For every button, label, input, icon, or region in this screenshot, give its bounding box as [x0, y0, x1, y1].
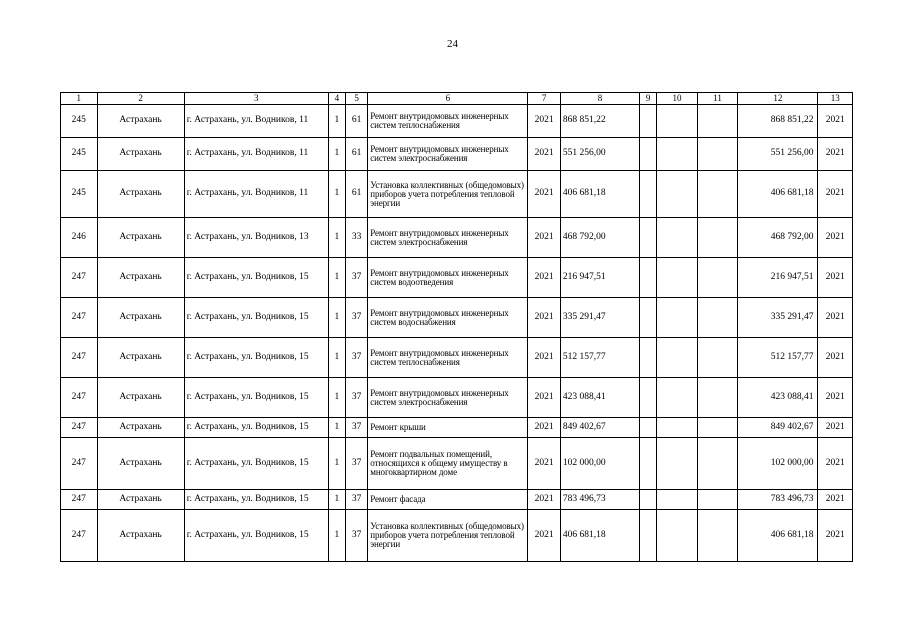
cell-year-end: 2021 [818, 258, 853, 298]
cell-col11 [697, 418, 738, 438]
cell-total: 868 851,22 [738, 105, 818, 138]
cell-year-end: 2021 [818, 510, 853, 562]
cell-municipality: Астрахань [97, 138, 184, 171]
cell-address: г. Астрахань, ул. Водников, 15 [184, 490, 328, 510]
table-row [61, 378, 853, 418]
cell-cost: 423 088,41 [560, 378, 639, 418]
cell-col5: 61 [345, 138, 367, 171]
cell-municipality: Астрахань [97, 218, 184, 258]
cell-col11 [697, 490, 738, 510]
cell-work-type: Ремонт внутридомовых инженерных систем электроснабжения [368, 218, 528, 258]
cell-col11 [697, 298, 738, 338]
cell-cost: 216 947,51 [560, 258, 639, 298]
cell-col5: 61 [345, 171, 367, 218]
column-number: 12 [738, 93, 818, 105]
cell-total: 849 402,67 [738, 418, 818, 438]
cell-work-type: Установка коллективных (общедомовых) приборов учета потребления тепловой энергии [368, 171, 528, 218]
cell-municipality: Астрахань [97, 105, 184, 138]
cell-cost: 783 496,73 [560, 490, 639, 510]
cell-cost: 102 000,00 [560, 438, 639, 490]
cell-year: 2021 [528, 218, 560, 258]
cell-address: г. Астрахань, ул. Водников, 15 [184, 378, 328, 418]
cell-year: 2021 [528, 105, 560, 138]
cell-number: 247 [61, 338, 98, 378]
cell-year: 2021 [528, 438, 560, 490]
cell-col5: 37 [345, 378, 367, 418]
cell-col9 [639, 138, 656, 171]
cell-address: г. Астрахань, ул. Водников, 15 [184, 418, 328, 438]
cell-col5: 61 [345, 105, 367, 138]
cell-municipality: Астрахань [97, 258, 184, 298]
cell-col5: 33 [345, 218, 367, 258]
cell-municipality: Астрахань [97, 378, 184, 418]
cell-total: 102 000,00 [738, 438, 818, 490]
cell-address: г. Астрахань, ул. Водников, 13 [184, 218, 328, 258]
table-row [61, 338, 853, 378]
cell-col11 [697, 138, 738, 171]
cell-number: 247 [61, 298, 98, 338]
cell-col9 [639, 378, 656, 418]
column-number: 8 [560, 93, 639, 105]
cell-col9 [639, 338, 656, 378]
cell-number: 247 [61, 438, 98, 490]
cell-cost: 468 792,00 [560, 218, 639, 258]
cell-col9 [639, 510, 656, 562]
cell-cost: 406 681,18 [560, 510, 639, 562]
cell-cost: 868 851,22 [560, 105, 639, 138]
cell-work-type: Ремонт внутридомовых инженерных систем теплоснабжения [368, 338, 528, 378]
cell-municipality: Астрахань [97, 171, 184, 218]
cell-total: 216 947,51 [738, 258, 818, 298]
cell-year-end: 2021 [818, 418, 853, 438]
table-row [61, 138, 853, 171]
table-row [61, 171, 853, 218]
cell-total: 783 496,73 [738, 490, 818, 510]
cell-col10 [657, 258, 698, 298]
column-number: 2 [97, 93, 184, 105]
cell-col10 [657, 218, 698, 258]
cell-year-end: 2021 [818, 171, 853, 218]
cell-address: г. Астрахань, ул. Водников, 11 [184, 105, 328, 138]
table-row [61, 490, 853, 510]
cell-number: 247 [61, 418, 98, 438]
column-number: 10 [657, 93, 698, 105]
table-row [61, 418, 853, 438]
cell-year-end: 2021 [818, 298, 853, 338]
cell-col5: 37 [345, 338, 367, 378]
cell-cost: 335 291,47 [560, 298, 639, 338]
column-number: 9 [639, 93, 656, 105]
cell-year: 2021 [528, 138, 560, 171]
cell-address: г. Астрахань, ул. Водников, 15 [184, 298, 328, 338]
cell-work-type: Ремонт внутридомовых инженерных систем электроснабжения [368, 378, 528, 418]
cell-work-type: Ремонт внутридомовых инженерных систем водоснабжения [368, 298, 528, 338]
column-number: 11 [697, 93, 738, 105]
cell-number: 245 [61, 105, 98, 138]
cell-address: г. Астрахань, ул. Водников, 15 [184, 258, 328, 298]
cell-col4: 1 [328, 171, 345, 218]
page-number: 24 [447, 38, 458, 50]
column-number: 13 [818, 93, 853, 105]
column-number: 5 [345, 93, 367, 105]
cell-number: 247 [61, 490, 98, 510]
cell-col5: 37 [345, 298, 367, 338]
cell-col11 [697, 171, 738, 218]
cell-col4: 1 [328, 418, 345, 438]
cell-col5: 37 [345, 258, 367, 298]
cell-col10 [657, 490, 698, 510]
cell-year: 2021 [528, 258, 560, 298]
cell-col4: 1 [328, 510, 345, 562]
cell-col10 [657, 510, 698, 562]
column-number: 4 [328, 93, 345, 105]
cell-col10 [657, 105, 698, 138]
cell-col11 [697, 510, 738, 562]
cell-col4: 1 [328, 490, 345, 510]
cell-col9 [639, 418, 656, 438]
cell-year-end: 2021 [818, 105, 853, 138]
cell-number: 246 [61, 218, 98, 258]
cell-work-type: Установка коллективных (общедомовых) приборов учета потребления тепловой энергии [368, 510, 528, 562]
cell-year-end: 2021 [818, 378, 853, 418]
cell-col5: 37 [345, 438, 367, 490]
column-number: 6 [368, 93, 528, 105]
cell-cost: 406 681,18 [560, 171, 639, 218]
cell-total: 423 088,41 [738, 378, 818, 418]
column-number: 3 [184, 93, 328, 105]
cell-number: 245 [61, 171, 98, 218]
cell-work-type: Ремонт внутридомовых инженерных систем теплоснабжения [368, 105, 528, 138]
cell-col5: 37 [345, 510, 367, 562]
column-number: 7 [528, 93, 560, 105]
cell-year: 2021 [528, 378, 560, 418]
cell-year: 2021 [528, 510, 560, 562]
cell-year: 2021 [528, 171, 560, 218]
table-row [61, 218, 853, 258]
cell-col4: 1 [328, 338, 345, 378]
cell-col4: 1 [328, 218, 345, 258]
cell-work-type: Ремонт крыши [368, 418, 528, 438]
cell-total: 468 792,00 [738, 218, 818, 258]
cell-col4: 1 [328, 138, 345, 171]
cell-number: 247 [61, 258, 98, 298]
cell-col11 [697, 105, 738, 138]
cell-col10 [657, 138, 698, 171]
cell-col10 [657, 338, 698, 378]
cell-number: 247 [61, 510, 98, 562]
cell-year-end: 2021 [818, 490, 853, 510]
cell-col9 [639, 171, 656, 218]
cell-work-type: Ремонт фасада [368, 490, 528, 510]
table-row [61, 298, 853, 338]
cell-col5: 37 [345, 490, 367, 510]
cell-col11 [697, 218, 738, 258]
cell-number: 247 [61, 378, 98, 418]
table-row [61, 510, 853, 562]
cell-col4: 1 [328, 258, 345, 298]
cell-col11 [697, 438, 738, 490]
cell-municipality: Астрахань [97, 338, 184, 378]
cell-col4: 1 [328, 378, 345, 418]
cell-municipality: Астрахань [97, 490, 184, 510]
cell-year-end: 2021 [818, 338, 853, 378]
cell-col10 [657, 418, 698, 438]
cell-municipality: Астрахань [97, 438, 184, 490]
cell-address: г. Астрахань, ул. Водников, 11 [184, 171, 328, 218]
cell-total: 551 256,00 [738, 138, 818, 171]
cell-year: 2021 [528, 490, 560, 510]
cell-col10 [657, 171, 698, 218]
cell-year: 2021 [528, 338, 560, 378]
cell-work-type: Ремонт подвальных помещений, относящихся к общему имуществу в многоквартирном доме [368, 438, 528, 490]
cell-year-end: 2021 [818, 218, 853, 258]
cell-year: 2021 [528, 298, 560, 338]
cell-total: 335 291,47 [738, 298, 818, 338]
cell-col9 [639, 490, 656, 510]
cell-year: 2021 [528, 418, 560, 438]
cell-total: 512 157,77 [738, 338, 818, 378]
cell-address: г. Астрахань, ул. Водников, 15 [184, 510, 328, 562]
cell-address: г. Астрахань, ул. Водников, 15 [184, 438, 328, 490]
cell-col9 [639, 298, 656, 338]
cell-municipality: Астрахань [97, 510, 184, 562]
cell-col9 [639, 258, 656, 298]
table-row [61, 105, 853, 138]
column-number: 1 [61, 93, 98, 105]
cell-col10 [657, 378, 698, 418]
cell-municipality: Астрахань [97, 418, 184, 438]
cell-col11 [697, 378, 738, 418]
cell-address: г. Астрахань, ул. Водников, 11 [184, 138, 328, 171]
table-row [61, 258, 853, 298]
cell-col4: 1 [328, 105, 345, 138]
cell-number: 245 [61, 138, 98, 171]
cell-col9 [639, 105, 656, 138]
cell-col4: 1 [328, 298, 345, 338]
cell-col11 [697, 258, 738, 298]
cell-total: 406 681,18 [738, 171, 818, 218]
cell-col10 [657, 298, 698, 338]
cell-col11 [697, 338, 738, 378]
table-row [61, 438, 853, 490]
register-table [60, 92, 853, 562]
cell-cost: 551 256,00 [560, 138, 639, 171]
cell-municipality: Астрахань [97, 298, 184, 338]
cell-total: 406 681,18 [738, 510, 818, 562]
cell-col10 [657, 438, 698, 490]
cell-col4: 1 [328, 438, 345, 490]
cell-col9 [639, 438, 656, 490]
column-number-row [61, 93, 853, 105]
cell-year-end: 2021 [818, 138, 853, 171]
cell-cost: 849 402,67 [560, 418, 639, 438]
cell-year-end: 2021 [818, 438, 853, 490]
cell-address: г. Астрахань, ул. Водников, 15 [184, 338, 328, 378]
cell-col9 [639, 218, 656, 258]
cell-work-type: Ремонт внутридомовых инженерных систем водоотведения [368, 258, 528, 298]
cell-cost: 512 157,77 [560, 338, 639, 378]
cell-col5: 37 [345, 418, 367, 438]
cell-work-type: Ремонт внутридомовых инженерных систем электроснабжения [368, 138, 528, 171]
